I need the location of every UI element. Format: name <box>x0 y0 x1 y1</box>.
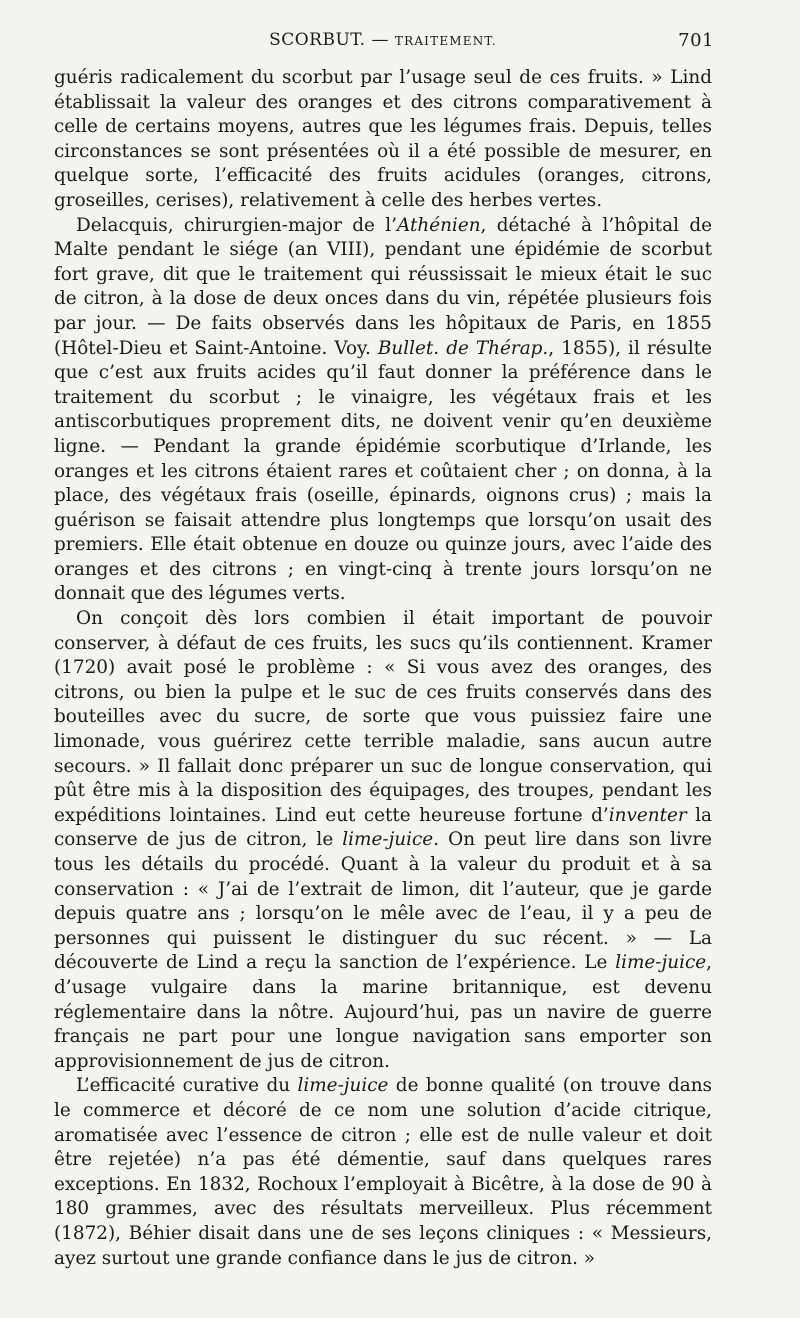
header-dash: — <box>371 30 389 50</box>
running-subtitle: TRAITEMENT. <box>394 34 497 48</box>
paragraph <box>54 1074 712 1271</box>
paragraph <box>54 214 712 608</box>
page-number: 701 <box>678 30 714 51</box>
text-run: , 1855), il résulte que c’est aux fruits acides qu’il faut donner la préférence dans le traitement du scorbut ; le vinaigre, les végétaux frais et les antiscorbutiques proprement dits, ne doivent venir qu’en deuxième ligne. — Pendant la grande épidémie scorbutique d’Irlande, les oranges et les citrons étaient rares et coûtaient cher ; on donna, à la place, des végétaux frais (oseille, épinards, oignons crus) ; mais la guérison se faisait attendre plus longtemps que lorsqu’on usait des premiers. Elle était obtenue en douze ou quinze jours, avec l’aide des oranges et des citrons ; en vingt-cinq à trente jours lorsqu’on ne donnait que des légumes verts. <box>54 337 712 605</box>
italic-text: Athénien <box>397 214 481 236</box>
text-run: On conçoit dès lors combien il était important de pouvoir conserver, à défaut de ces fruits, les sucs qu’ils contiennent. Kramer (1720) avait posé le problème : « Si vous avez des oranges, des citrons, ou bien la pulpe et le suc de ces fruits conservés dans des bouteilles avec du sucre, de sorte que vous puissiez faire une limonade, vous guérirez cette terrible maladie, sans aucun autre secours. » Il fallait donc préparer un suc de longue conservation, qui pût être mis à la disposition des équipages, des troupes, pendant les expéditions lointaines. Lind eut cette heureuse fortune d’ <box>54 608 712 826</box>
text-run: Delacquis, chirurgien-major de l’ <box>76 214 398 236</box>
body-text <box>54 66 712 1271</box>
paragraph <box>54 66 712 214</box>
text-run: , d’usage vulgaire dans la marine britannique, est devenu réglementaire dans la nôtre. Aujourd’hui, pas un navire de guerre français ne part pour une longue navigation sans emporter son approvisionnement de jus de citron. <box>54 952 712 1072</box>
running-header <box>54 30 712 60</box>
text-run: la conserve de jus de citron, le <box>54 804 712 851</box>
text-run: guéris radicalement du scorbut par l’usage seul de ces fruits. » Lind établissait la valeur des oranges et des citrons comparativement à celle de certains moyens, autres que les légumes frais. Depuis, telles circonstances se sont présentées où il a été possible de mesurer, en quelque sorte, l’efficacité des fruits acidules (oranges, citrons, groseilles, cerises), relativement à celle des herbes vertes. <box>54 67 712 211</box>
running-title: SCORBUT. <box>269 30 366 50</box>
italic-text: inventer <box>608 804 687 826</box>
italic-text: lime-juice <box>342 829 434 851</box>
text-run: L’efficacité curative du <box>76 1075 298 1097</box>
text-run: , détaché à l’hôpital de Malte pendant le siége (an VIII), pendant une épidémie de scorbut fort grave, dit que le traitement qui réussissait le mieux était le suc de citron, à la dose de deux onces dans du vin, répétée plusieurs fois par jour. — De faits observés dans les hôpitaux de Paris, en 1855 (Hôtel-Dieu et Saint-Antoine. Voy. <box>54 214 712 359</box>
italic-text: Bullet. de Thérap. <box>377 337 549 359</box>
italic-text: lime-juice <box>297 1075 389 1097</box>
italic-text: lime-juice <box>615 952 707 974</box>
text-run: . On peut lire dans son livre tous les détails du procédé. Quant à la valeur du produit et à sa conservation : « J’ai de l’extrait de limon, dit l’auteur, que je garde depuis quatre ans ; lorsqu’on le mêle avec de l’eau, il y a peu de personnes qui puissent le distinguer du suc récent. » — La découverte de Lind a reçu la sanction de l’expérience. Le <box>54 829 712 974</box>
paragraph <box>54 607 712 1074</box>
text-run: de bonne qualité (on trouve dans le commerce et décoré de ce nom une solution d’acide citrique, aromatisée avec l’essence de citron ; elle est de nulle valeur et doit être rejetée) n’a pas été démentie, sauf dans quelques rares exceptions. En 1832, Rochoux l’employait à Bicêtre, à la dose de 90 à 180 grammes, avec des résultats merveilleux. Plus récemment (1872), Béhier disait dans une de ses leçons cliniques : « Messieurs, ayez surtout une grande confiance dans le jus de citron. » <box>54 1075 712 1269</box>
